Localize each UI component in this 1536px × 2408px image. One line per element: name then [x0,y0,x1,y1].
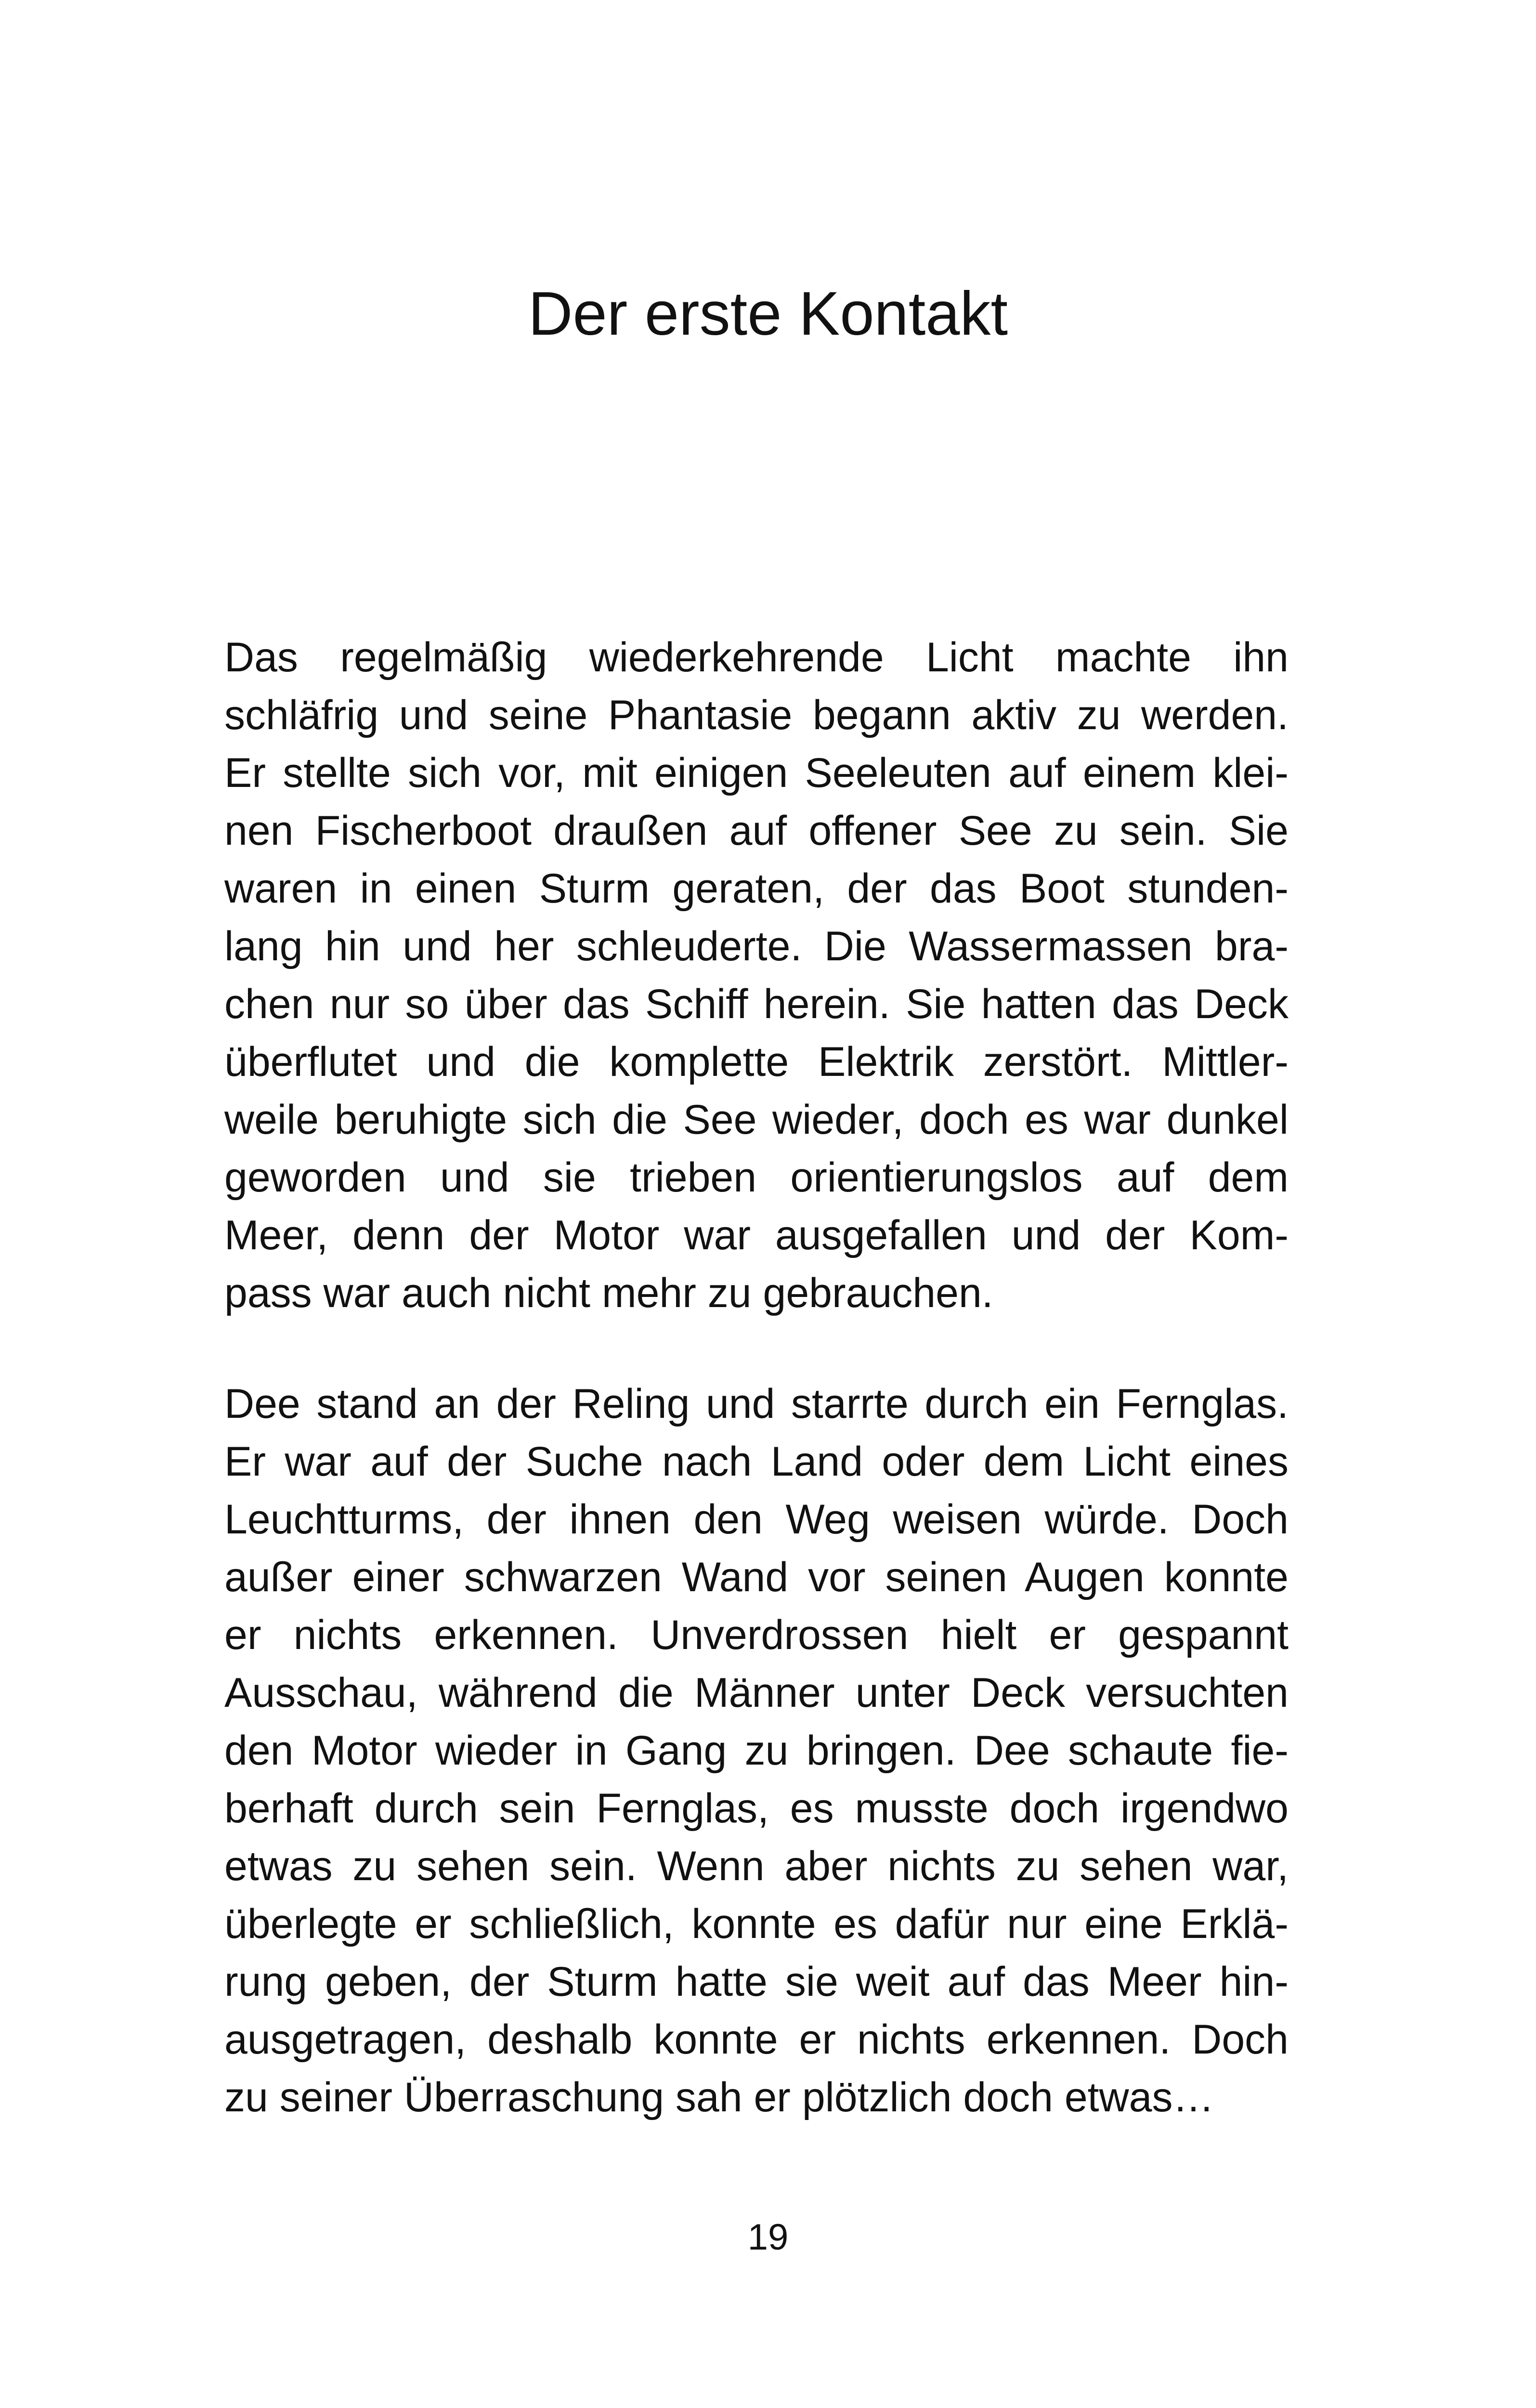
chapter-title: Der erste Kontakt [528,279,1008,348]
text-line: lang hin und her schleuderte. Die Wassermassen bra- [224,923,1289,969]
text-line: ausgetragen, deshalb konnte er nichts erkennen. Doch [224,2016,1289,2063]
text-line: Dee stand an der Reling und starrte durch ein Fernglas. [224,1381,1289,1427]
text-line: nen Fischerboot draußen auf offener See zu sein. Sie [224,808,1289,854]
paragraph-1 [224,628,1289,1322]
text-line: überlegte er schließlich, konnte es dafür nur eine Erklä- [224,1901,1289,1947]
text-line: Das regelmäßig wiederkehrende Licht machte ihn [224,634,1289,681]
text-line: berhaft durch sein Fernglas, es musste doch irgendwo [224,1785,1289,1832]
text-line: Ausschau, während die Männer unter Deck versuchten [224,1670,1289,1716]
text-line: weile beruhigte sich die See wieder, doch es war dunkel [224,1097,1289,1143]
paragraph-2 [224,1375,1289,2126]
text-line: Er stellte sich vor, mit einigen Seeleuten auf einem klei- [224,750,1289,796]
text-line: zu seiner Überraschung sah er plötzlich doch etwas… [224,2074,1214,2120]
text-line: waren in einen Sturm geraten, der das Boot stunden- [224,865,1289,912]
text-line: schläfrig und seine Phantasie begann aktiv zu werden. [224,692,1289,738]
text-line: Meer, denn der Motor war ausgefallen und der Kom- [224,1212,1289,1258]
text-line: rung geben, der Sturm hatte sie weit auf das Meer hin- [224,1959,1289,2005]
text-line: außer einer schwarzen Wand vor seinen Augen konnte [224,1554,1289,1600]
text-line: den Motor wieder in Gang zu bringen. Dee schaute fie- [224,1727,1289,1774]
text-line: Leuchtturms, der ihnen den Weg weisen würde. Doch [224,1496,1289,1543]
text-line: pass war auch nicht mehr zu gebrauchen. [224,1270,993,1316]
text-line: er nichts erkennen. Unverdrossen hielt er gespannt [224,1612,1289,1658]
text-line: geworden und sie trieben orientierungslos auf dem [224,1154,1289,1201]
text-line: überflutet und die komplette Elektrik zerstört. Mittler- [224,1039,1289,1085]
page-number: 19 [747,2217,789,2258]
text-line: etwas zu sehen sein. Wenn aber nichts zu sehen war, [224,1843,1289,1889]
text-line: chen nur so über das Schiff herein. Sie hatten das Deck [224,981,1289,1027]
text-line: Er war auf der Suche nach Land oder dem Licht eines [224,1439,1289,1485]
